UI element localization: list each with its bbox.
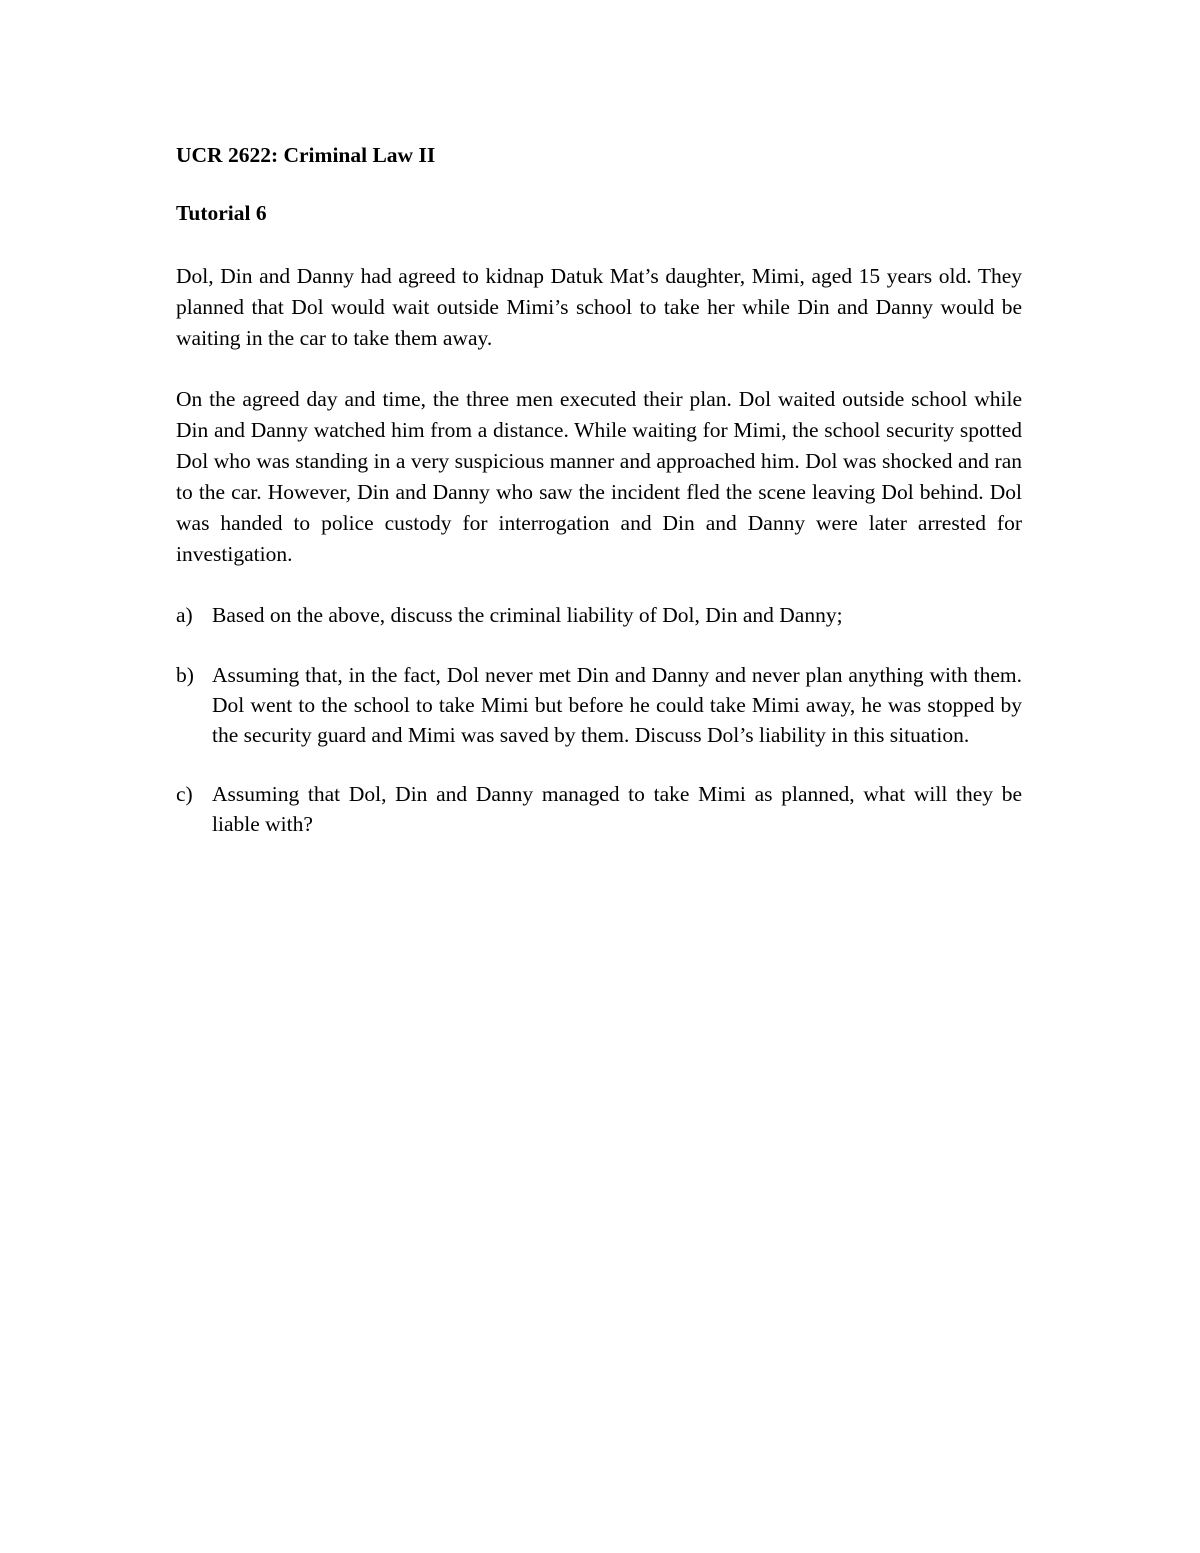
scenario-paragraph: On the agreed day and time, the three men executed their plan. Dol waited outside school while Din and Danny watched him from a distance. While waiting for Mimi, the school security spotted Dol who was standing in a very suspicious manner and approached him. Dol was shocked and ran to the car. However, Din and Danny who saw the incident fled the scene leaving Dol behind. Dol was handed to police custody for interrogation and Din and Danny were later arrested for investigation. <box>176 387 1022 566</box>
question-list <box>176 600 1022 839</box>
question-item <box>176 660 1022 750</box>
question-text: Assuming that Dol, Din and Danny managed to take Mimi as planned, what will they be liable with? <box>212 782 1022 836</box>
course-title: UCR 2622: Criminal Law II <box>176 143 436 167</box>
question-item <box>176 600 1022 631</box>
question-text: Assuming that, in the fact, Dol never met Din and Danny and never plan anything with them. Dol went to the school to take Mimi but before he could take Mimi away, he was stopped by the security guard and Mimi was saved by them. Discuss Dol’s liability in this situation. <box>212 663 1022 747</box>
question-text: Based on the above, discuss the criminal liability of Dol, Din and Danny; <box>212 603 843 627</box>
document-content <box>176 140 1022 868</box>
tutorial-label: Tutorial 6 <box>176 201 267 225</box>
question-marker: a) <box>176 603 193 627</box>
question-marker: c) <box>176 782 193 806</box>
question-marker: b) <box>176 663 194 687</box>
scenario-paragraph: Dol, Din and Danny had agreed to kidnap Datuk Mat’s daughter, Mimi, aged 15 years old. They planned that Dol would wait outside Mimi’s school to take her while Din and Danny would be waiting in the car to take them away. <box>176 264 1022 350</box>
question-item <box>176 779 1022 839</box>
